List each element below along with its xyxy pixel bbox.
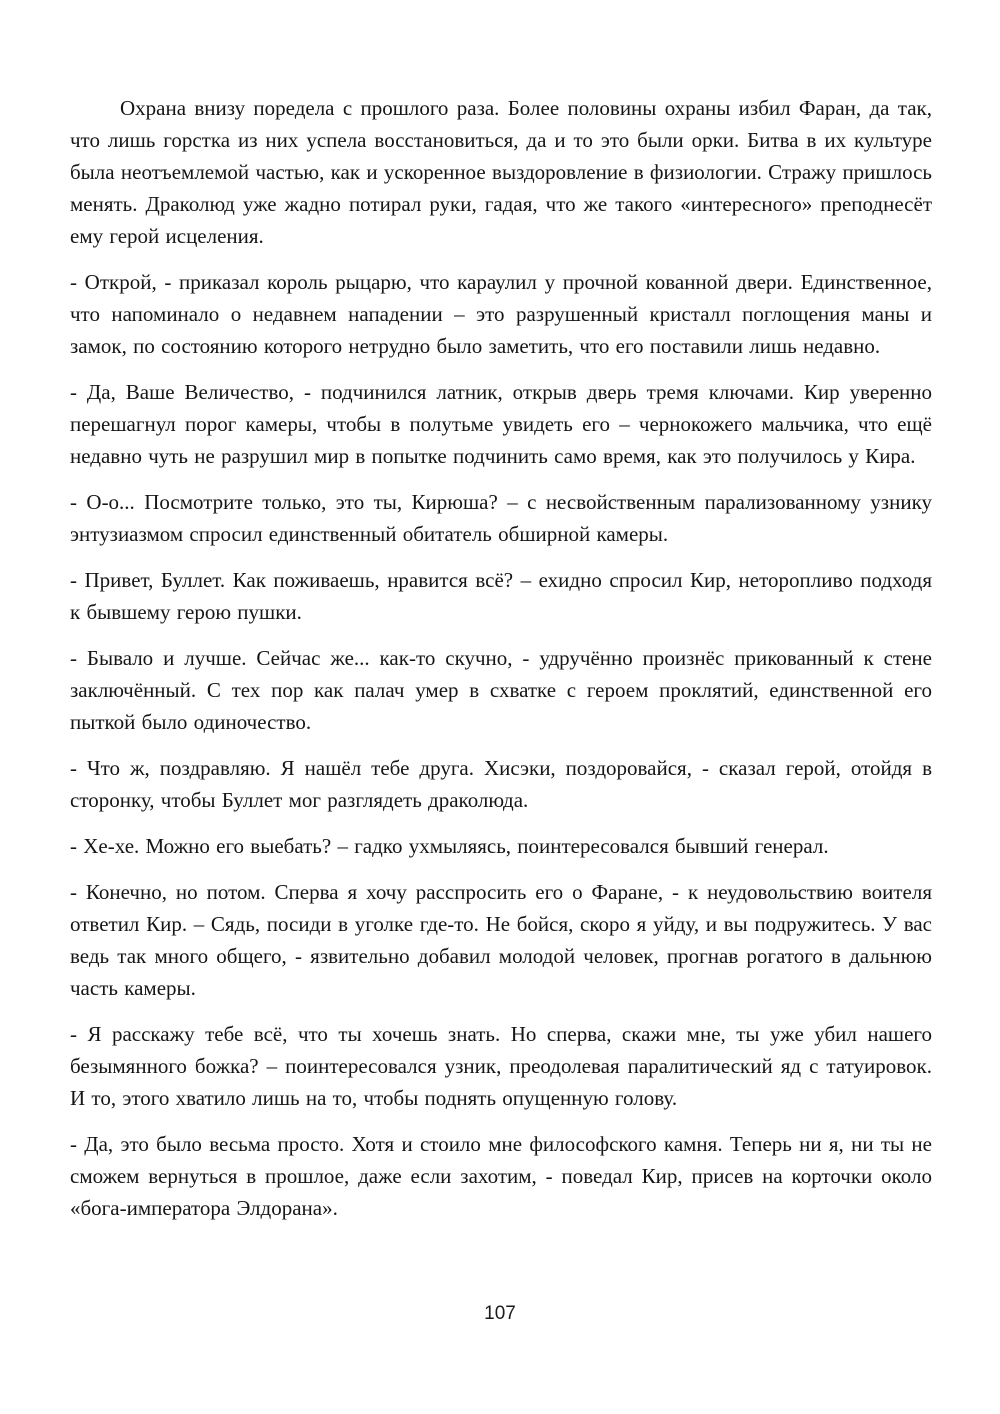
paragraph: - Что ж, поздравляю. Я нашёл тебе друга. Хисэки, поздоровайся, - сказал герой, отойдя в сторонку, чтобы Буллет мог разглядеть драколюда.	[70, 756, 932, 812]
paragraph: - Бывало и лучше. Сейчас же... как-то скучно, - удручённо произнёс прикованный к стене заключённый. С тех пор как палач умер в схватке с героем проклятий, единственной его пыткой было одиночество.	[70, 646, 932, 734]
paragraph: - Да, это было весьма просто. Хотя и стоило мне философского камня. Теперь ни я, ни ты не сможем вернуться в прошлое, даже если захотим, - поведал Кир, присев на корточки около «бога-императора Элдорана».	[70, 1132, 932, 1220]
paragraph: - Хе-хе. Можно его выебать? – гадко ухмыляясь, поинтересовался бывший генерал.	[70, 834, 829, 858]
paragraph: - О-о... Посмотрите только, это ты, Кирюша? – с несвойственным парализованному узнику энтузиазмом спросил единственный обитатель обширной камеры.	[70, 490, 932, 546]
paragraph: - Привет, Буллет. Как поживаешь, нравится всё? – ехидно спросил Кир, неторопливо подходя к бывшему герою пушки.	[70, 568, 932, 624]
paragraph: - Открой, - приказал король рыцарю, что караулил у прочной кованной двери. Единственное, что напоминало о недавнем нападении – это разрушенный кристалл поглощения маны и замок, по состоянию которого нетрудно было заметить, что его поставили лишь недавно.	[70, 270, 932, 358]
page-number: 107	[484, 1303, 516, 1324]
text-block	[70, 92, 932, 1238]
paragraph: Охрана внизу поредела с прошлого раза. Более половины охраны избил Фаран, да так, что лишь горстка из них успела восстановиться, да и то это были орки. Битва в их культуре была неотъемлемой частью, как и ускоренное выздоровление в физиологии. Стражу пришлось менять. Драколюд уже жадно потирал руки, гадая, что же такого «интересного» преподнесёт ему герой исцеления.	[70, 96, 932, 248]
paragraph: - Я расскажу тебе всё, что ты хочешь знать. Но сперва, скажи мне, ты уже убил нашего безымянного божка? – поинтересовался узник, преодолевая паралитический яд с татуировок. И то, этого хватило лишь на то, чтобы поднять опущенную голову.	[70, 1022, 932, 1110]
paragraph: - Да, Ваше Величество, - подчинился латник, открыв дверь тремя ключами. Кир уверенно перешагнул порог камеры, чтобы в полутьме увидеть его – чернокожего мальчика, что ещё недавно чуть не разрушил мир в попытке подчинить само время, как это получилось у Кира.	[70, 380, 932, 468]
paragraph: - Конечно, но потом. Сперва я хочу расспросить его о Фаране, - к неудовольствию воителя ответил Кир. – Сядь, посиди в уголке где-то. Не бойся, скоро я уйду, и вы подружитесь. У вас ведь так много общего, - язвительно добавил молодой человек, прогнав рогатого в дальнюю часть камеры.	[70, 880, 932, 1000]
